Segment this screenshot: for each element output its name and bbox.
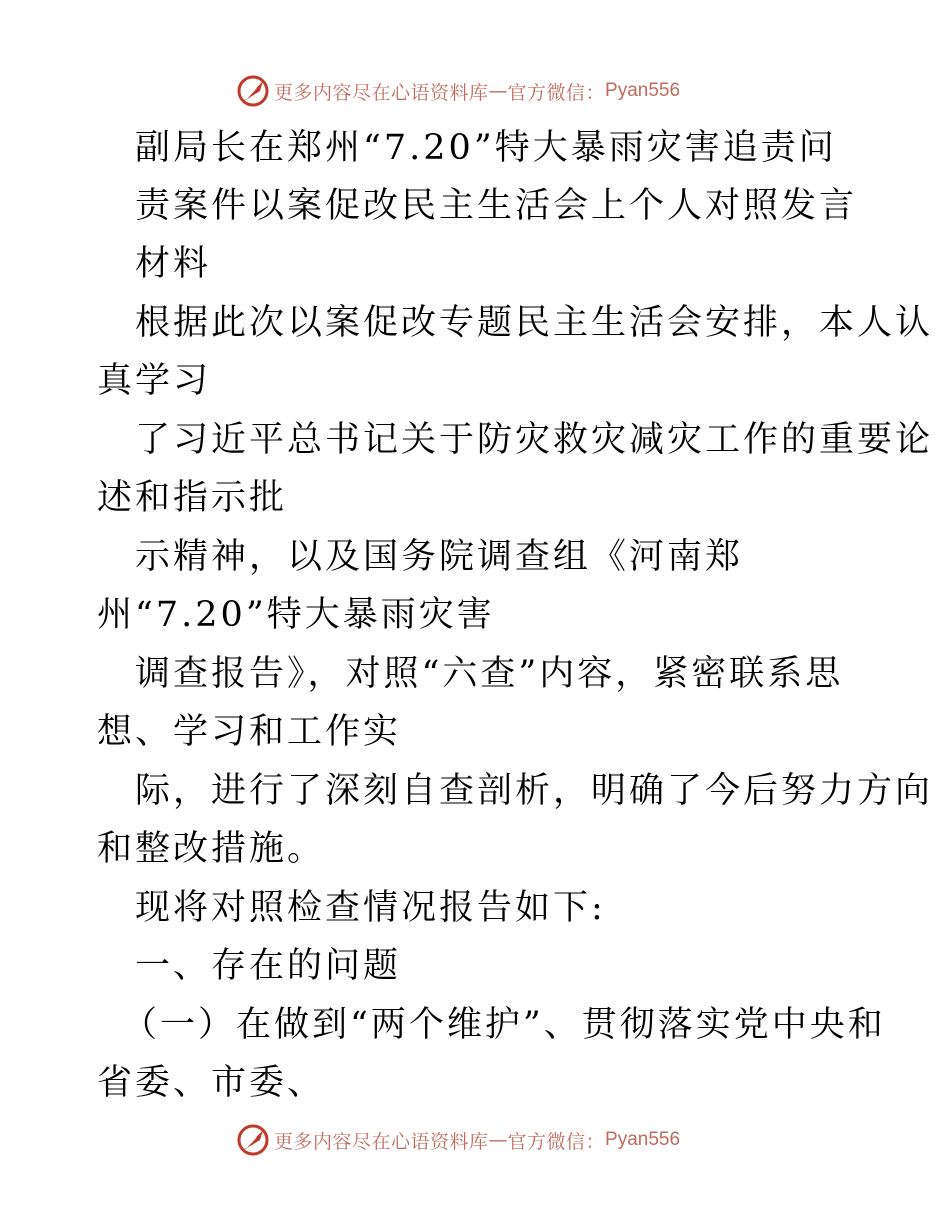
watermark-separator: — xyxy=(488,80,508,102)
quill-logo-icon xyxy=(236,1123,270,1157)
paragraph-line: 述和指示批 xyxy=(97,478,288,518)
paragraph-line: 想、学习和工作实 xyxy=(97,712,402,752)
watermark-banner-bottom xyxy=(236,1120,680,1160)
watermark-text: 更多内容尽在心语资料库 xyxy=(274,1130,489,1153)
title-line-3: 材料 xyxy=(135,244,212,284)
paragraph-line: 示精神，以及国务院调查组《河南郑 xyxy=(135,537,744,577)
quill-logo-icon xyxy=(236,74,270,108)
watermark-suffix: 官方微信： xyxy=(507,1130,606,1153)
watermark-separator: — xyxy=(488,1129,508,1151)
paragraph-line: 根据此次以案促改专题民主生活会安排，本人认 xyxy=(135,303,934,343)
watermark-wechat-id: Pyan556 xyxy=(605,1129,681,1150)
paragraph-line: 州“7.20”特大暴雨灾害 xyxy=(97,595,495,635)
paragraph-line: 现将对照检查情况报告如下: xyxy=(135,888,606,928)
watermark-text: 更多内容尽在心语资料库 xyxy=(274,81,489,104)
watermark-suffix: 官方微信： xyxy=(507,81,606,104)
paragraph-line: 调查报告》，对照“六查”内容，紧密联系思 xyxy=(135,654,844,694)
section-heading: 一、存在的问题 xyxy=(135,946,402,986)
subsection-heading: （一）在做到“两个维护”、贯彻落实党中央和 xyxy=(122,1005,886,1045)
title-line-1: 副局长在郑州“7.20”特大暴雨灾害追责问 xyxy=(135,128,837,168)
paragraph-line: 省委、市委、 xyxy=(97,1063,326,1103)
watermark-wechat-id: Pyan556 xyxy=(605,80,681,101)
paragraph-line: 真学习 xyxy=(97,361,212,401)
title-line-2: 责案件以案促改民主生活会上个人对照发言 xyxy=(135,186,858,226)
watermark-banner-top xyxy=(236,71,680,111)
paragraph-line: 际，进行了深刻自查剖析，明确了今后努力方向 xyxy=(135,771,934,811)
paragraph-line: 了习近平总书记关于防灾救灾减灾工作的重要论 xyxy=(135,420,934,460)
paragraph-line: 和整改措施。 xyxy=(97,829,326,869)
